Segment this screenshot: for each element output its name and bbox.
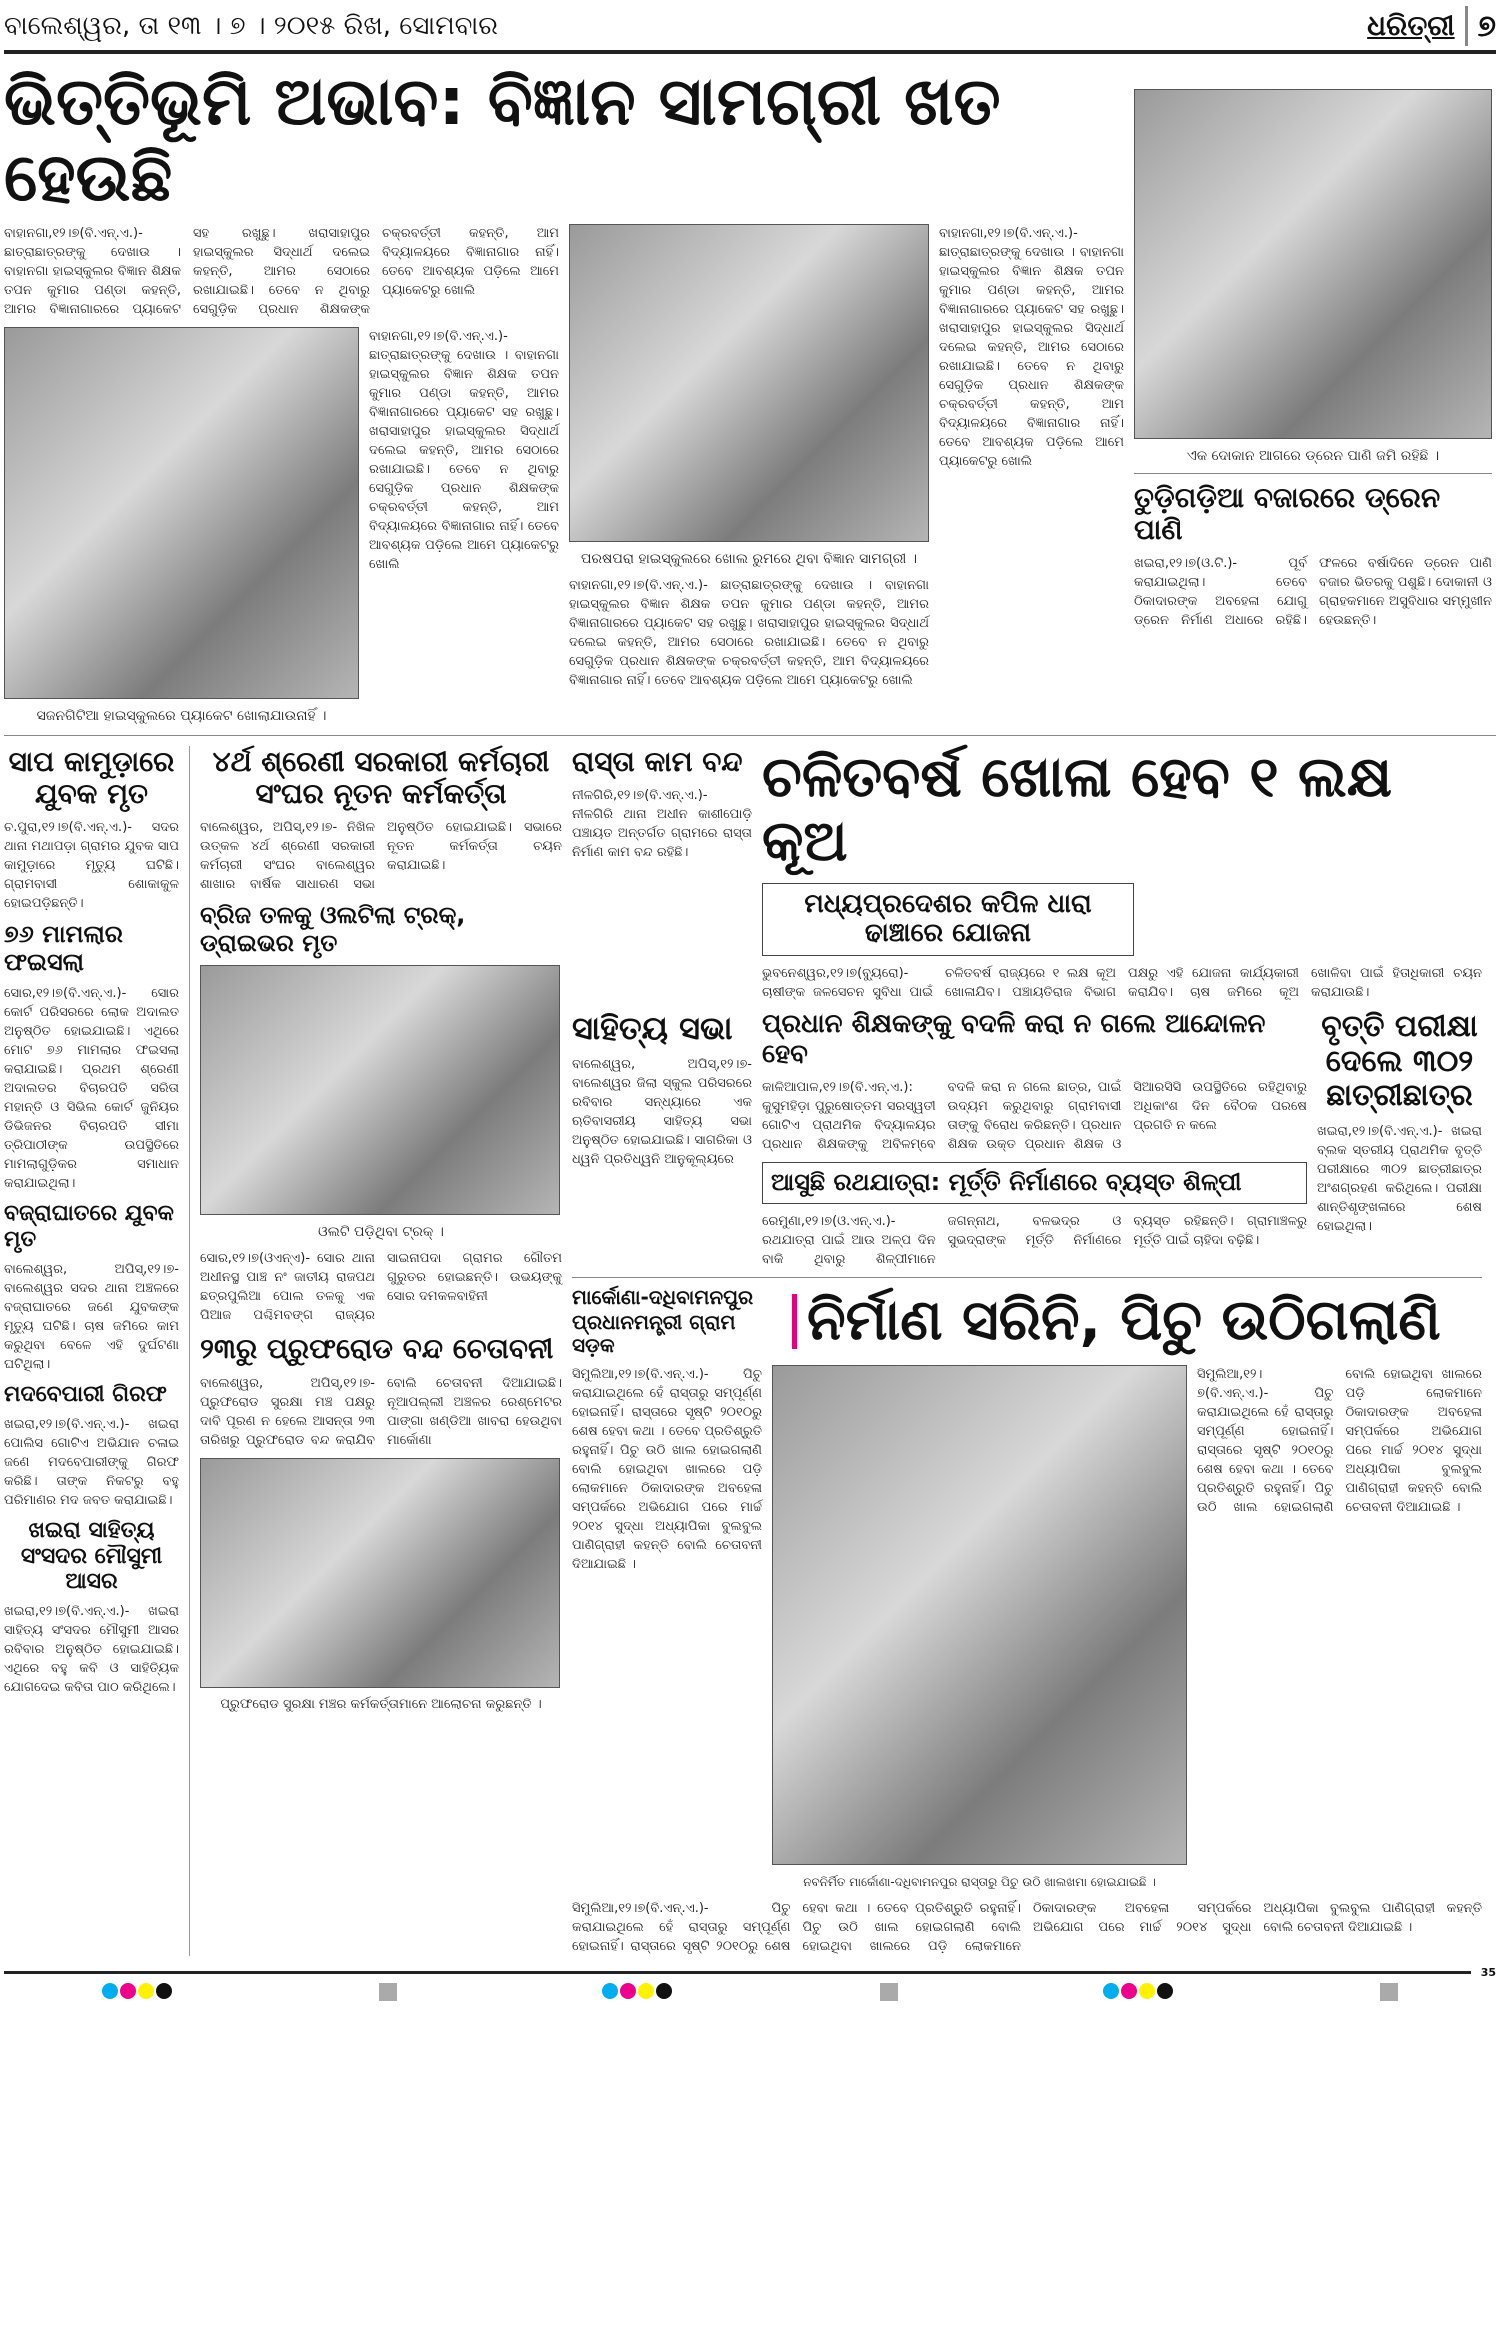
cmyk-dots xyxy=(102,1983,174,2003)
lead-body-bottom: ବାହାନଗା,୧୨।୭(ବି.ଏନ୍.ଏ.)- ଛାତ୍ରାଛାତ୍ରଙ୍କୁ ଦେଖାଉ । ବାହାନଗା ହାଇସ୍କୁଲର ବିଜ୍ଞାନ ଶିକ୍ଷକ ତପନ କୁମାର ପଣ୍ଡା କହନ୍ତି, ଆମର ବିଜ୍ଞାନାଗାରରେ ପ୍ୟାକେଟ ସହ ରଖୁଛୁ। ଖରାସାହାପୁର ହାଇସ୍କୁଲର ସିଦ୍ଧାର୍ଥ ଦଲେଇ କହନ୍ତି, ଆମର ସେଠାରେ ରଖାଯାଇଛି। ତେବେ ନ ଥିବାରୁ ସେଗୁଡ଼ିକ ପ୍ରଧାନ ଶିକ୍ଷକଙ୍କ ଚକ୍ରବର୍ତ୍ତୀ କହନ୍ତି, ଆମ ବିଦ୍ୟାଳୟରେ ବିଜ୍ଞାନାଗାର ନାହିଁ। ତେବେ ଆବଶ୍ୟକ ପଡ଼ିଲେ ଆମେ ପ୍ୟାକେଟରୁ ଖୋଲି xyxy=(569,577,929,688)
lead-body-top: ବାହାନଗା,୧୨।୭(ବି.ଏନ୍.ଏ.)- ଛାତ୍ରାଛାତ୍ରଙ୍କୁ ଦେଖାଉ । ବାହାନଗା ହାଇସ୍କୁଲର ବିଜ୍ଞାନ ଶିକ୍ଷକ ତପନ କୁମାର ପଣ୍ଡା କହନ୍ତି, ଆମର ବିଜ୍ଞାନାଗାରରେ ପ୍ୟାକେଟ ସହ ରଖୁଛୁ। ଖରାସାହାପୁର ହାଇସ୍କୁଲର ସିଦ୍ଧାର୍ଥ ଦଲେଇ କହନ୍ତି, ଆମର ସେଠାରେ ରଖାଯାଇଛି। ତେବେ ନ ଥିବାରୁ ସେଗୁଡ଼ିକ ପ୍ରଧାନ ଶିକ୍ଷକଙ୍କ ଚକ୍ରବର୍ତ୍ତୀ କହନ୍ତି, ଆମ ବିଦ୍ୟାଳୟରେ ବିଜ୍ଞାନାଗାର ନାହିଁ। ତେବେ ଆବଶ୍ୟକ ପଡ଼ିଲେ ଆମେ ପ୍ୟାକେଟରୁ ଖୋଲି xyxy=(4,225,559,317)
drain-article xyxy=(1134,89,1492,630)
wells-subhead-box xyxy=(762,883,1134,957)
lead-left xyxy=(4,224,559,725)
road-work-headline: ରାସ୍ତା କାମ ବନ୍ଦ xyxy=(572,744,743,778)
cmyk-dots xyxy=(1103,1983,1175,2003)
right-row-2 xyxy=(572,1010,1482,1268)
literary-article xyxy=(572,1010,752,1169)
lead-caption-left: ସଜନଗିଟିଆ ହାଇସ୍କୁଲରେ ପ୍ୟାକେଟ ଖୋଲାଯାଉନାହିଁ । xyxy=(36,707,327,724)
scholarship-body: ଖଇରା,୧୨।୭(ବି.ଏନ୍.ଏ.)- ଖଇରା ବ୍ଲକ ସ୍ତରୀୟ ପ୍ରାଥମିକ ବୃତ୍ତି ପରୀକ୍ଷାରେ ୩୦୨ ଛାତ୍ରୀଛାତ୍ର ଅଂଶଗ୍ରହଣ କରିଥିଲେ। ପରୀକ୍ଷା ଶାନ୍ତିଶୃଙ୍ଖଳାରେ ଶେଷ ହୋଇଥିଲା। xyxy=(1317,1123,1482,1234)
section-top xyxy=(4,64,1496,725)
truck-headline: ବ୍ରିଜ ତଳକୁ ଓଲଟିଲା ଟ୍ରକ୍, ଡ୍ରାଇଭର ମୃତ xyxy=(200,901,466,957)
lead-photo-left-group xyxy=(4,327,359,725)
gray-patch xyxy=(880,1983,898,2001)
cmyk-dots xyxy=(602,1983,674,2003)
drain-caption: ଏକ ଦୋକାନ ଆଗରେ ଡ୍ରେନ ପାଣି ଜମି ରହିଛି । xyxy=(1186,448,1440,464)
page-header xyxy=(4,6,1496,46)
lead-left-lower xyxy=(4,327,559,725)
accent-bar xyxy=(792,1294,797,1349)
middle-column xyxy=(200,746,562,1714)
drain-body: ଖଇରା,୧୨।୭(ଓ.ଟି.)- ପୂର୍ବ କରାଯାଇଥିଲା। ତେବେ ଠିକାଦାରଙ୍କ ଅବହେଳା ଯୋଗୁ ଡ୍ରେନ ନିର୍ମାଣ ଅଧାରେ ରହିଛି। ଫଳରେ ବର୍ଷାଦିନେ ଡ୍ରେନ ପାଣି ବଜାର ଭିତରକୁ ପଶୁଛି। ଦୋକାନୀ ଓ ଗ୍ରାହକମାନେ ଅସୁବିଧାର ସମ୍ମୁଖୀନ ହେଉଛନ୍ତି। xyxy=(1134,556,1492,629)
dateline: ବାଲେଶ୍ୱର, ତା ୧୩ । ୭ । ୨୦୧୫ ରିଖ, ସୋମବାର xyxy=(4,10,499,41)
union-body: ବାଲେଶ୍ୱର, ଅପିସ୍,୧୨।୭- ନିଖିଳ ଉତ୍କଳ ୪ର୍ଥ ଶ୍ରେଣୀ ସରକାରୀ କର୍ମଚାରୀ ସଂଘର ବାଲେଶ୍ୱର ଶାଖାର ବାର୍ଷିକ ସାଧାରଣ ସଭା ଅନୁଷ୍ଠିତ ହୋଇଯାଇଛି। ସଭାରେ ନୂତନ କର୍ମକର୍ତ୍ତା ଚୟନ କରାଯାଇଛି। xyxy=(200,820,562,893)
wells-headline: ଚଳିତବର୍ଷ ଖୋଳା ହେବ ୧ ଲକ୍ଷ କୂଅ xyxy=(762,744,1392,875)
lead-caption-center: ପରଷପରା ହାଇସ୍କୁଲରେ ଖୋଲ ରୁମରେ ଥିବା ବିଜ୍ଞାନ ସାମଗ୍ରୀ । xyxy=(580,550,918,567)
drain-photo xyxy=(1134,89,1492,439)
liquor-headline: ମଦବେପାରୀ ଗିରଫ xyxy=(4,1381,167,1407)
literary2-body: ଖଇରା,୧୨।୭(ବି.ଏନ୍.ଏ.)- ଖଇରା ସାହିତ୍ୟ ସଂସଦର ମୌସୁମୀ ଆସର ରବିବାର ଅନୁଷ୍ଠିତ ହୋଇଯାଇଛି। ଏଥିରେ ବହୁ କବି ଓ ସାହିତ୍ୟିକ ଯୋଗଦେଇ କବିତା ପାଠ କରିଥିଲେ। xyxy=(4,1604,179,1696)
literary2-headline: ଖଇରା ସାହିତ୍ୟ ସଂସଦର ମୌସୁମୀ ଆସର xyxy=(20,1518,163,1594)
wells-article xyxy=(762,746,1482,1003)
footer-rule xyxy=(4,1971,1471,1974)
proofroad-caption: ପ୍ରୁଫରୋଡ ସୁରକ୍ଷା ମଞ୍ଚର କର୍ମକର୍ତ୍ତାମାନେ ଆଲୋଚନା କରୁଛନ୍ତି । xyxy=(220,1696,542,1712)
page-number: ୭ xyxy=(1477,8,1496,44)
left-column xyxy=(4,746,179,1697)
rathayatra-headline: ଆସୁଛି ରଥଯାତ୍ରା: ମୂର୍ତ୍ତି ନିର୍ମାଣରେ ବ୍ୟସ୍ତ ଶିଳ୍ପୀ xyxy=(771,1168,1242,1197)
pmgsy-kicker-2: ପ୍ରଧାନମନ୍ତ୍ରୀ ଗ୍ରାମ ସଡ଼କ xyxy=(572,1309,736,1357)
header-divider xyxy=(1465,6,1468,46)
section-rule-1 xyxy=(4,735,1496,736)
proofroad-headline: ୨୩ରୁ ପ୍ରୁଫରୋଡ ବନ୍ଦ ଚେତାବନୀ xyxy=(200,1332,554,1366)
section-rule-2 xyxy=(572,1277,1482,1278)
right-area xyxy=(572,746,1482,1956)
scholarship-headline: ବୃତ୍ତି ପରୀକ୍ଷା ଦେଲେ ୩୦୨ ଛାତ୍ରୀଛାତ୍ର xyxy=(1321,1009,1478,1114)
pmgsy-photo-group xyxy=(772,1365,1187,1891)
headmaster-headline: ପ୍ରଧାନ ଶିକ୍ଷକଙ୍କୁ ବଦଳି କରା ନ ଗଲେ ଆନ୍ଦୋଳନ ହେବ xyxy=(762,1009,1266,1070)
lead-body-right: ବାହାନଗା,୧୨।୭(ବି.ଏନ୍.ଏ.)- ଛାତ୍ରାଛାତ୍ରଙ୍କୁ ଦେଖାଉ । ବାହାନଗା ହାଇସ୍କୁଲର ବିଜ୍ଞାନ ଶିକ୍ଷକ ତପନ କୁମାର ପଣ୍ଡା କହନ୍ତି, ଆମର ବିଜ୍ଞାନାଗାରରେ ପ୍ୟାକେଟ ସହ ରଖୁଛୁ। ଖରାସାହାପୁର ହାଇସ୍କୁଲର ସିଦ୍ଧାର୍ଥ ଦଲେଇ କହନ୍ତି, ଆମର ସେଠାରେ ରଖାଯାଇଛି। ତେବେ ନ ଥିବାରୁ ସେଗୁଡ଼ିକ ପ୍ରଧାନ ଶିକ୍ଷକଙ୍କ ଚକ୍ରବର୍ତ୍ତୀ କହନ୍ତି, ଆମ ବିଦ୍ୟାଳୟରେ ବିଜ୍ଞାନାଗାର ନାହିଁ। ତେବେ ଆବଶ୍ୟକ ପଡ଼ିଲେ ଆମେ ପ୍ୟାକେଟରୁ ଖୋଲି xyxy=(939,225,1124,469)
pmgsy-heading xyxy=(572,1286,1482,1357)
pmgsy-photo xyxy=(772,1365,1187,1865)
lead-center xyxy=(569,224,929,690)
lead-photo-left xyxy=(4,327,359,699)
truck-body: ସୋର,୧୨।୭(ଓଏନ୍ଏ)- ସୋର ଥାନା ଅଧୀନସ୍ଥ ପାଞ୍ଚ ନଂ ଜାତୀୟ ରାଜପଥ ଛତ୍ରପୁଲିଆ ପୋଲ ତଳକୁ ଏକ ପିଆଜ ପଶ୍ଚିମବଙ୍ଗ ରାଜ୍ୟର ସାଇନାପଦା ଗ୍ରାମର ଗୌତମ ଗୁରୁତର ହୋଇଛନ୍ତି। ଉଭୟଙ୍କୁ ସୋର ଦମକଳବାହିନୀ xyxy=(200,1251,562,1324)
pmgsy-body-bottom: ସିମୁଲିଆ,୧୨।୭(ବି.ଏନ୍.ଏ.)- ପିଚୁ କରାଯାଇଥିଲେ ହେଁ ରାସ୍ତାରୁ ସମ୍ପୂର୍ଣ୍ଣ ହୋଇନାହିଁ। ରାସ୍ତାରେ ସୃଷ୍ଟି ୨୦୧୦ରୁ ଶେଷ ହେବା କଥା । ତେବେ ପ୍ରତିଶ୍ରୁତି ରହୁନାହିଁ। ପିଚୁ ଉଠି ଖାଲ ହୋଇଗଲାଣି ବୋଲି ହୋଇଥିବା ଖାଲରେ ପଡ଼ି ଲୋକମାନେ ଠିକାଦାରଙ୍କ ଅବହେଳା ସମ୍ପର୍କରେ ଅଭିଯୋଗ ପରେ ମାର୍ଚ୍ଚ ୨୦୧୪ ସୁଦ୍ଧା ଅଧ୍ୟାପିକା ବୁଲବୁଲ ପାଣିଗ୍ରାହୀ କହନ୍ତି ବୋଲି ଚେତାବନୀ ଦିଆଯାଇଛି । xyxy=(572,1900,1482,1954)
wells-body: ଭୁବନେଶ୍ୱର,୧୨।୭(ବ୍ୟୁରୋ)- ଚାଷୀଙ୍କ ଜଳସେଚନ ସୁବିଧା ପାଇଁ ଚଳିତବର୍ଷ ରାଜ୍ୟରେ ୧ ଲକ୍ଷ କୂଅ ଖୋଳାଯିବ। ପଞ୍ଚାୟତିରାଜ ବିଭାଗ ପକ୍ଷରୁ ଏହି ଯୋଜନା କାର୍ଯ୍ୟକାରୀ କରାଯିବ। ଚାଷ ଜମିରେ କୂଅ ଖୋଳିବା ପାଇଁ ହିତାଧିକାରୀ ଚୟନ କରାଯାଉଛି। xyxy=(762,966,1482,1001)
headmaster-article xyxy=(762,1010,1307,1268)
cases-body: ସୋର,୧୨।୭(ବି.ଏନ୍.ଏ.)- ସୋର କୋର୍ଟ ପରିସରରେ ଲୋକ ଅଦାଲତ ଅନୁଷ୍ଠିତ ହୋଇଯାଇଛି। ଏଥିରେ ମୋଟ ୭୬ ମାମଲାର ଫଇସଲା କରାଯାଇଛି। ପ୍ରଥମ ଶ୍ରେଣୀ ଅଦାଲତର ବିଚାରପତି ସରିତା ମହାନ୍ତି ଓ ସିଭିଲ କୋର୍ଟ ଜୁନିୟର ଡିଭିଜନର ବିଚାରପତି ସୀମା ତ୍ରିପାଠୀଙ୍କ ଉପସ୍ଥିତିରେ ମାମଲାଗୁଡ଼ିକର ସମାଧାନ କରାଯାଇଥିଲା। xyxy=(4,986,179,1192)
gray-patch xyxy=(1380,1983,1398,2001)
snake-body: ଚ.ପୁରା,୧୨।୭(ବି.ଏନ୍.ଏ.)- ସଦର ଥାନା ମଥାପଡ଼ା ଗ୍ରାମର ଯୁବକ ସାପ କାମୁଡ଼ାରେ ମୃତ୍ୟୁ ଘଟିଛି। ଗ୍ରାମବାସୀ ଶୋକାକୁଳ ହୋଇପଡ଼ିଛନ୍ତି। xyxy=(4,820,179,912)
lightning-headline: ବଜ୍ରାଘାତରେ ଯୁବକ ମୃତ xyxy=(4,1201,174,1252)
pmgsy-body-left: ସିମୁଲିଆ,୧୨।୭(ବି.ଏନ୍.ଏ.)- ପିଚୁ କରାଯାଇଥିଲେ ହେଁ ରାସ୍ତାରୁ ସମ୍ପୂର୍ଣ୍ଣ ହୋଇନାହିଁ। ରାସ୍ତାରେ ସୃଷ୍ଟି ୨୦୧୦ରୁ ଶେଷ ହେବା କଥା । ତେବେ ପ୍ରତିଶ୍ରୁତି ରହୁନାହିଁ। ପିଚୁ ଉଠି ଖାଲ ହୋଇଗଲାଣି ବୋଲି ହୋଇଥିବା ଖାଲରେ ପଡ଼ି ଲୋକମାନେ ଠିକାଦାରଙ୍କ ଅବହେଳା ସମ୍ପର୍କରେ ଅଭିଯୋଗ ପରେ ମାର୍ଚ୍ଚ ୨୦୧୪ ସୁଦ୍ଧା ଅଧ୍ୟାପିକା ବୁଲବୁଲ ପାଣିଗ୍ରାହୀ କହନ୍ତି ବୋଲି ଚେତାବନୀ ଦିଆଯାଇଛି । xyxy=(572,1366,762,1572)
lead-article xyxy=(4,64,1124,725)
pmgsy-body-right: ସିମୁଲିଆ,୧୨।୭(ବି.ଏନ୍.ଏ.)- ପିଚୁ କରାଯାଇଥିଲେ ହେଁ ରାସ୍ତାରୁ ସମ୍ପୂର୍ଣ୍ଣ ହୋଇନାହିଁ। ରାସ୍ତାରେ ସୃଷ୍ଟି ୨୦୧୦ରୁ ଶେଷ ହେବା କଥା । ତେବେ ପ୍ରତିଶ୍ରୁତି ରହୁନାହିଁ। ପିଚୁ ଉଠି ଖାଲ ହୋଇଗଲାଣି ବୋଲି ହୋଇଥିବା ଖାଲରେ ପଡ଼ି ଲୋକମାନେ ଠିକାଦାରଙ୍କ ଅବହେଳା ସମ୍ପର୍କରେ ଅଭିଯୋଗ ପରେ ମାର୍ଚ୍ଚ ୨୦୧୪ ସୁଦ୍ଧା ଅଧ୍ୟାପିକା ବୁଲବୁଲ ପାଣିଗ୍ରାହୀ କହନ୍ତି ବୋଲି ଚେତାବନୀ ଦିଆଯାଇଛି । xyxy=(1197,1366,1482,1515)
rathayatra-body: ରେମୁଣା,୧୨।୭(ଓ.ଏନ୍.ଏ.)- ରଥଯାତ୍ରା ପାଇଁ ଆଉ ଅଳ୍ପ ଦିନ ବାକି ଥିବାରୁ ଶିଳ୍ପୀମାନେ ଜଗନ୍ନାଥ, ବଳଭଦ୍ର ଓ ସୁଭଦ୍ରାଙ୍କ ମୂର୍ତ୍ତି ନିର୍ମାଣରେ ବ୍ୟସ୍ତ ରହିଛନ୍ତି। ଗ୍ରାମାଞ୍ଚଳରୁ ମୂର୍ତ୍ତି ପାଇଁ ଚାହିଦା ବଢ଼ିଛି। xyxy=(762,1213,1307,1267)
registration-marks xyxy=(4,1979,1496,2007)
folio: 35 xyxy=(1480,1965,1496,1979)
header-rule xyxy=(4,50,1496,54)
truck-caption: ଓଲଟି ପଡ଼ିଥିବା ଟ୍ରକ୍ । xyxy=(318,1224,444,1241)
union-headline: ୪ର୍ଥ ଶ୍ରେଣୀ ସରକାରୀ କର୍ମଚାରୀ ସଂଘର ନୂତନ କର୍ମକର୍ତ୍ତା xyxy=(212,744,550,810)
pmgsy-kicker-1: ମାର୍କୋଣା-ଦଧିବାମନପୁର xyxy=(572,1284,754,1309)
lead-headline: ଭିତ୍ତିଭୂମି ଅଭାବ: ବିଜ୍ଞାନ ସାମଗ୍ରୀ ଖତ ହେଉଛି xyxy=(4,63,1001,216)
right-row-1 xyxy=(572,746,1482,1003)
column-divider xyxy=(189,746,190,1956)
lead-body-col: ବାହାନଗା,୧୨।୭(ବି.ଏନ୍.ଏ.)- ଛାତ୍ରାଛାତ୍ରଙ୍କୁ ଦେଖାଉ । ବାହାନଗା ହାଇସ୍କୁଲର ବିଜ୍ଞାନ ଶିକ୍ଷକ ତପନ କୁମାର ପଣ୍ଡା କହନ୍ତି, ଆମର ବିଜ୍ଞାନାଗାରରେ ପ୍ୟାକେଟ ସହ ରଖୁଛୁ। ଖରାସାହାପୁର ହାଇସ୍କୁଲର ସିଦ୍ଧାର୍ଥ ଦଲେଇ କହନ୍ତି, ଆମର ସେଠାରେ ରଖାଯାଇଛି। ତେବେ ନ ଥିବାରୁ ସେଗୁଡ଼ିକ ପ୍ରଧାନ ଶିକ୍ଷକଙ୍କ ଚକ୍ରବର୍ତ୍ତୀ କହନ୍ତି, ଆମ ବିଦ୍ୟାଳୟରେ ବିଜ୍ଞାନାଗାର ନାହିଁ। ତେବେ ଆବଶ୍ୟକ ପଡ଼ିଲେ ଆମେ ପ୍ୟାକେଟରୁ ଖୋଲି xyxy=(369,328,559,572)
pmgsy-headline: ନିର୍ମାଣ ସରିନି, ପିଚୁ ଉଠିଗଲାଣି xyxy=(807,1288,1441,1354)
drain-headline: ତୁଡ଼ିଗଡ଼ିଆ ବଜାରରେ ଡ୍ରେନ ପାଣି xyxy=(1134,481,1441,547)
pmgsy-kicker xyxy=(572,1286,782,1357)
rathayatra-box xyxy=(762,1162,1307,1204)
lead-content xyxy=(4,224,1124,725)
masthead-logo: ଧରିତ୍ରୀ xyxy=(1367,9,1455,42)
liquor-body: ଖଇରା,୧୨।୭(ବି.ଏନ୍.ଏ.)- ଖଇରା ପୋଲିସ ଗୋଟିଏ ଅଭିଯାନ ଚଳାଇ ଜଣେ ମଦବେପାରୀଙ୍କୁ ଗିରଫ କରିଛି। ତାଙ୍କ ନିକଟରୁ ବହୁ ପରିମାଣର ମଦ ଜବତ କରାଯାଇଛି। xyxy=(4,1417,179,1509)
gray-patch xyxy=(379,1983,397,2001)
masthead-group xyxy=(1367,6,1496,46)
pmgsy-content xyxy=(572,1365,1482,1891)
road-work-body: ନୀଳଗିରି,୧୨।୭(ବି.ଏନ୍.ଏ.)- ନୀଳଗିରି ଥାନା ଅଧୀନ କାଶୀପୋଡ଼ି ପଞ୍ଚାୟତ ଅନ୍ତର୍ଗତ ଗ୍ରାମରେ ରାସ୍ତା ନିର୍ମାଣ କାମ ବନ୍ଦ ରହିଛି। xyxy=(572,787,752,860)
truck-photo xyxy=(200,965,560,1215)
drain-rule xyxy=(1134,473,1492,474)
headmaster-body: କାଳିଆପାଳ,୧୨।୭(ବି.ଏନ୍.ଏ.): କୁସୁମହିଡ଼ା ପୁରୁଷୋତ୍ତମ ସରସ୍ୱତୀ ଗୋଟିଏ ପ୍ରାଥମିକ ବିଦ୍ୟାଳୟର ପ୍ରଧାନ ଶିକ୍ଷକଙ୍କୁ ଅବିଳମ୍ବେ ବଦଳି କରା ନ ଗଲେ ଛାତ୍ର, ପାଇଁ ଉଦ୍ୟମ କରୁଥିବାରୁ ଗ୍ରାମବାସୀ ତାଙ୍କୁ ବିରୋଧ କରିଛନ୍ତି। ପ୍ରଧାନ ଶିକ୍ଷକ ଉକ୍ତ ପ୍ରଧାନ ଶିକ୍ଷକ ଓ ସିଆରସିସି ଉପସ୍ଥିତିରେ ରହିଥିବାରୁ ଅଧିକାଂଶ ଦିନ ବୈଠକ ପରଷେ ପ୍ରଗତି ନ କଲେ xyxy=(762,1080,1307,1153)
pmgsy-caption: ନବନିର୍ମିତ ମାର୍କୋଣା-ଦଧିବାମନପୁର ରାସ୍ତାରୁ ପିଚୁ ଉଠି ଖାଲଖମା ହୋଇଯାଇଛି । xyxy=(803,1874,1156,1889)
scholarship-article xyxy=(1317,1010,1482,1236)
snake-headline: ସାପ କାମୁଡ଼ାରେ ଯୁବକ ମୃତ xyxy=(8,744,175,810)
proofroad-photo xyxy=(200,1458,560,1688)
proofroad-body: ବାଲେଶ୍ୱର, ଅପିସ୍,୧୨।୭- ପ୍ରୁଫରୋଡ ସୁରକ୍ଷା ମଞ୍ଚ ପକ୍ଷରୁ ଦାବି ପୂରଣ ନ ହେଲେ ଆସନ୍ତା ୨୩ ତାରିଖରୁ ପ୍ରୁଫରୋଡ ବନ୍ଦ କରାଯିବ ବୋଲି ଚେତାବନୀ ଦିଆଯାଇଛି। ନୂଆପଲ୍ଲୀ ଅଞ୍ଚଳର ରେଶ୍ମେଟର ପାଙ୍ଗା ଖଣ୍ଡିଆ ଖାବରା ହେଉଥିବା ମାର୍କୋଣା xyxy=(200,1375,562,1448)
literary-body: ବାଲେଶ୍ୱର, ଅପିସ୍,୧୨।୭- ବାଲେଶ୍ୱର ଜିଲା ସ୍କୁଲ ପରିସରରେ ରବିବାର ସନ୍ଧ୍ୟାରେ ଏକ ଋତିବାସରୀୟ ସାହିତ୍ୟ ସଭା ଅନୁଷ୍ଠିତ ହୋଇଯାଇଛି। ସାଗରିକା ଓ ଧ୍ୱନି ପ୍ରତିଧ୍ୱନି ଆନୁକୂଲ୍ୟରେ xyxy=(572,1057,752,1168)
cases-headline: ୭୬ ମାମଲାର ଫଇସଲା xyxy=(4,920,123,976)
section-bottom xyxy=(4,746,1496,1956)
footer-line xyxy=(4,1966,1496,1979)
literary-headline: ସାହିତ୍ୟ ସଭା xyxy=(572,1009,733,1048)
lead-photo-center xyxy=(569,224,929,542)
lightning-body: ବାଲେଶ୍ୱର, ଅପିସ୍,୧୨।୭- ବାଲେଶ୍ୱର ସଦର ଥାନା ଅଞ୍ଚଳରେ ବଜ୍ରାଘାତରେ ଜଣେ ଯୁବକଙ୍କ ମୃତ୍ୟୁ ଘଟିଛି। ଚାଷ ଜମିରେ କାମ କରୁଥିବା ବେଳେ ଏହି ଦୁର୍ଘଟଣା ଘଟିଥିଲା। xyxy=(4,1261,179,1372)
wells-subhead: ମଧ୍ୟପ୍ରଦେଶର କପିଳ ଧାରା ଢାଞ୍ଚାରେ ଯୋଜନା xyxy=(804,888,1092,949)
road-work-article xyxy=(572,746,752,862)
